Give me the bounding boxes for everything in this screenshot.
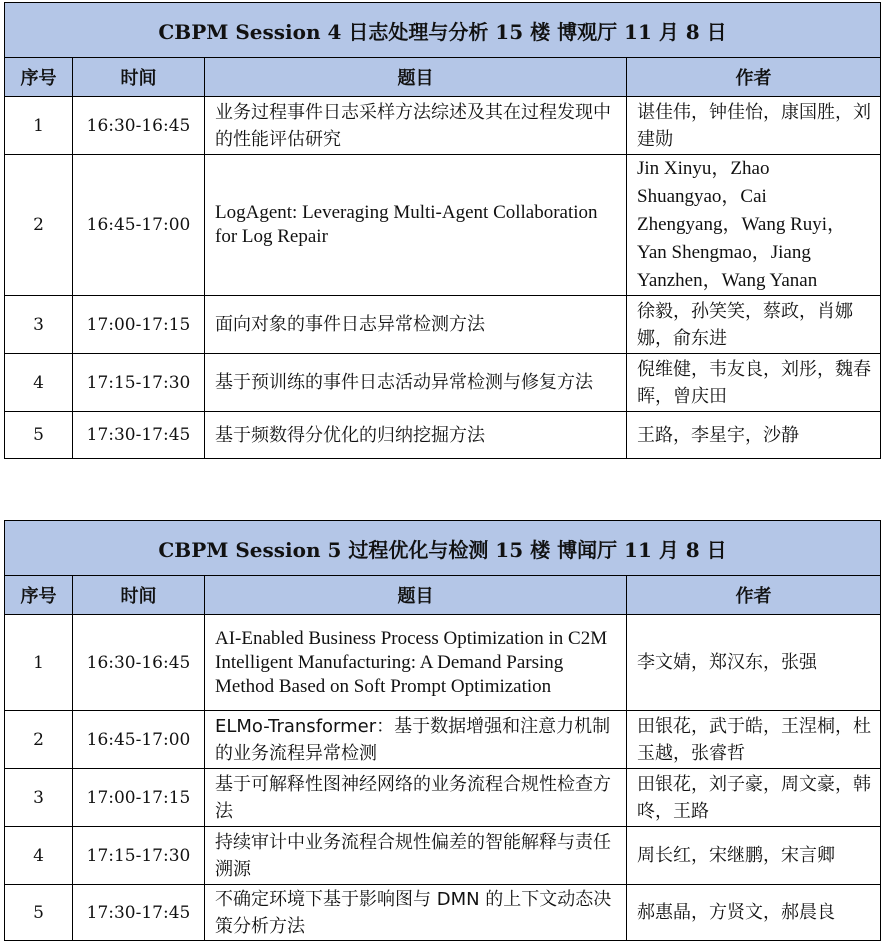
row-authors: Jin Xinyu，Zhao Shuangyao，Cai Zhengyang，Wang Ruyi，Yan Shengmao，Jiang Yanzhen，Wang Yanan — [627, 155, 881, 296]
session-title: CBPM Session 5 过程优化与检测 15 楼 博闻厅 11 月 8 日 — [5, 521, 881, 576]
row-title: 基于预训练的事件日志活动异常检测与修复方法 — [205, 354, 627, 412]
col-header-number: 序号 — [5, 58, 73, 97]
row-number: 1 — [5, 615, 73, 711]
row-authors: 徐毅，孙笑笑，蔡政，肖娜娜，俞东进 — [627, 296, 881, 354]
row-title: AI-Enabled Business Process Optimization in C2M Intelligent Manufacturing: A Demand Parsing Method Based on Soft Prompt Optimization — [205, 615, 627, 711]
table-row — [5, 97, 881, 155]
table-row — [5, 827, 881, 885]
session-title: CBPM Session 4 日志处理与分析 15 楼 博观厅 11 月 8 日 — [5, 3, 881, 58]
col-header-title: 题目 — [205, 576, 627, 615]
col-header-time: 时间 — [73, 58, 205, 97]
row-time: 17:15-17:30 — [73, 827, 205, 885]
row-authors: 李文婧，郑汉东，张强 — [627, 615, 881, 711]
row-title: LogAgent: Leveraging Multi-Agent Collaboration for Log Repair — [205, 155, 627, 296]
session-table — [4, 2, 881, 459]
col-header-time: 时间 — [73, 576, 205, 615]
row-authors: 田银花，武于皓，王涅桐，杜玉越，张睿哲 — [627, 711, 881, 769]
row-title: 持续审计中业务流程合规性偏差的智能解释与责任溯源 — [205, 827, 627, 885]
row-time: 16:30-16:45 — [73, 97, 205, 155]
table-row — [5, 885, 881, 941]
row-number: 3 — [5, 769, 73, 827]
row-number: 5 — [5, 885, 73, 941]
row-authors: 周长红，宋继鹏，宋言卿 — [627, 827, 881, 885]
col-header-authors: 作者 — [627, 58, 881, 97]
row-authors: 倪维健，韦友良，刘彤，魏春晖，曾庆田 — [627, 354, 881, 412]
row-title: ELMo-Transformer：基于数据增强和注意力机制的业务流程异常检测 — [205, 711, 627, 769]
table-row — [5, 412, 881, 459]
table-row — [5, 155, 881, 296]
table-row — [5, 296, 881, 354]
row-time: 16:30-16:45 — [73, 615, 205, 711]
row-time: 17:00-17:15 — [73, 296, 205, 354]
row-title: 基于可解释性图神经网络的业务流程合规性检查方法 — [205, 769, 627, 827]
row-number: 4 — [5, 354, 73, 412]
row-number: 2 — [5, 711, 73, 769]
row-authors: 谌佳伟，钟佳怡，康国胜，刘建勋 — [627, 97, 881, 155]
table-row — [5, 769, 881, 827]
row-time: 17:15-17:30 — [73, 354, 205, 412]
col-header-number: 序号 — [5, 576, 73, 615]
row-time: 16:45-17:00 — [73, 711, 205, 769]
row-authors: 王路，李星宇，沙静 — [627, 412, 881, 459]
row-title: 业务过程事件日志采样方法综述及其在过程发现中的性能评估研究 — [205, 97, 627, 155]
row-time: 17:00-17:15 — [73, 769, 205, 827]
table-row — [5, 711, 881, 769]
table-row — [5, 615, 881, 711]
row-number: 2 — [5, 155, 73, 296]
col-header-title: 题目 — [205, 58, 627, 97]
row-authors: 郝惠晶，方贤文，郝晨良 — [627, 885, 881, 941]
row-time: 16:45-17:00 — [73, 155, 205, 296]
row-number: 4 — [5, 827, 73, 885]
row-authors: 田银花，刘子豪，周文豪，韩咚，王路 — [627, 769, 881, 827]
col-header-authors: 作者 — [627, 576, 881, 615]
row-number: 5 — [5, 412, 73, 459]
row-number: 1 — [5, 97, 73, 155]
row-time: 17:30-17:45 — [73, 412, 205, 459]
row-title: 基于频数得分优化的归纳挖掘方法 — [205, 412, 627, 459]
row-time: 17:30-17:45 — [73, 885, 205, 941]
row-title: 不确定环境下基于影响图与 DMN 的上下文动态决策分析方法 — [205, 885, 627, 941]
table-row — [5, 354, 881, 412]
row-title: 面向对象的事件日志异常检测方法 — [205, 296, 627, 354]
row-number: 3 — [5, 296, 73, 354]
session-table — [4, 520, 881, 941]
